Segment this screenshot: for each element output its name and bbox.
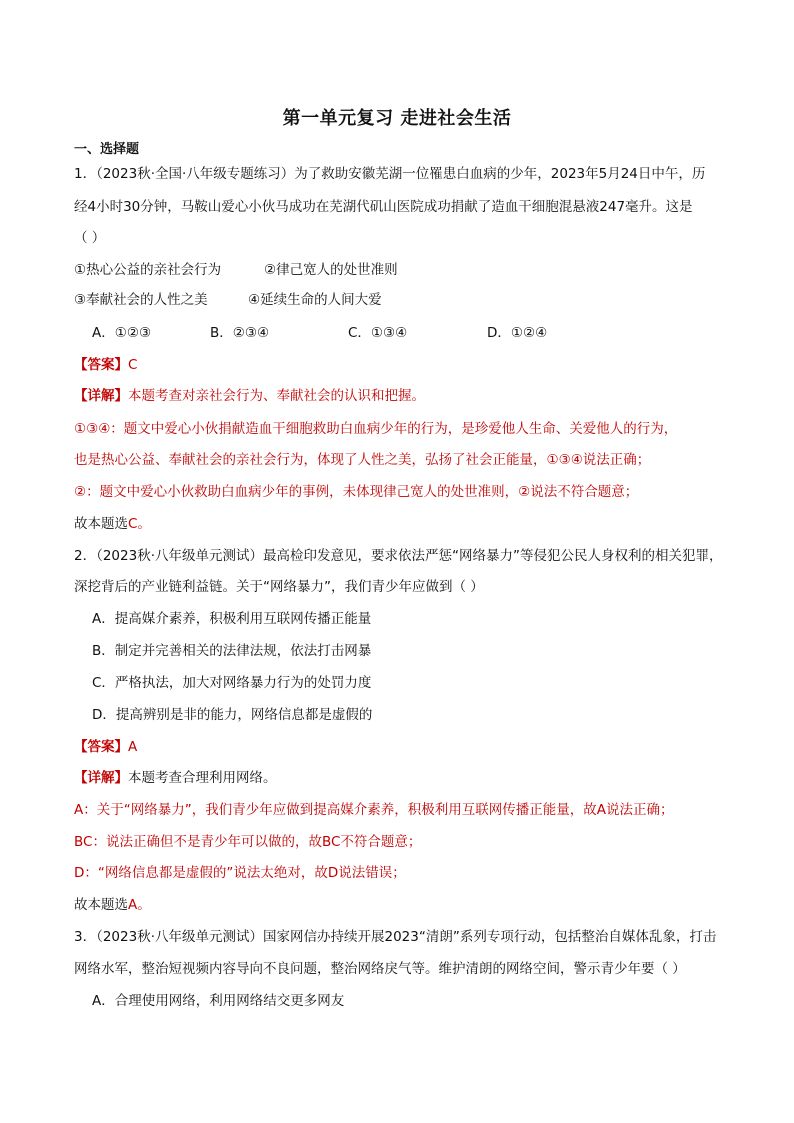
q3-stem-line-2: 网络水军，整治短视频内容导向不良问题，整治网络戾气等。维护清朗的网络空间，警示青少年要（ ） [74,961,686,977]
q1-detail-label: 【详解】 [74,388,128,404]
q2-option-c: C．严格执法，加大对网络暴力行为的处罚力度 [92,675,372,691]
q1-explanation-3: ②：题文中爱心小伙救助白血病少年的事例，未体现律己宽人的处世准则，②说法不符合题意； [74,484,639,500]
q2-stem-line-1: 2．（2023秋·八年级单元测试）最高检印发意见，要求依法严惩“网络暴力”等侵犯公民人身权利的相关犯罪， [74,548,723,564]
q1-detail-text: 本题考查对亲社会行为、奉献社会的认识和把握。 [128,388,425,404]
q2-conclusion-value: A。 [128,897,151,913]
q1-answer-label: 【答案】 [74,357,128,373]
q3-stem-line-1: 3．（2023秋·八年级单元测试）国家网信办持续开展2023“清朗”系列专项行动，包括整治自媒体乱象，打击 [74,929,717,945]
q2-answer [74,737,137,757]
q2-option-a: A．提高媒介素养，积极利用互联网传播正能量 [92,611,372,627]
q1-detail [74,386,425,406]
q1-conclusion-prefix: 故本题选 [74,516,128,532]
q2-answer-label: 【答案】 [74,739,128,755]
q2-option-b: B．制定并完善相关的法律法规，依法打击网暴 [92,643,372,659]
q3-option-a: A．合理使用网络，利用网络结交更多网友 [92,993,345,1009]
q1-answer-blank: （ ） [74,230,106,246]
q2-conclusion-prefix: 故本题选 [74,897,128,913]
section-heading: 一、选择题 [74,142,140,157]
q1-statement-1: ①热心公益的亲社会行为 [74,262,222,278]
q2-stem-line-2: 深挖背后的产业链利益链。关于“网络暴力”，我们青少年应做到（ ） [74,579,484,595]
q2-detail-label: 【详解】 [74,770,128,786]
q2-explanation-3: D：“网络信息都是虚假的”说法太绝对，故D说法错误； [74,865,406,881]
q1-stem-line-1: 1．（2023秋·全国·八年级专题练习）为了救助安徽芜湖一位罹患白血病的少年，2023年5月24日中午，历 [74,166,706,182]
q2-conclusion [74,895,151,915]
q2-answer-value: A [128,739,138,755]
q1-option-d: D．①②④ [487,325,548,341]
q1-explanation-2: 也是热心公益、奉献社会的亲社会行为，体现了人性之美，弘扬了社会正能量，①③④说法正确； [74,452,651,468]
q1-answer-value: C [128,357,138,373]
q1-statement-3: ③奉献社会的人性之美 [74,292,208,308]
q2-explanation-2: BC：说法正确但不是青少年可以做的，故BC不符合题意； [74,834,422,850]
q2-detail-text: 本题考查合理利用网络。 [128,770,277,786]
q1-explanation-1: ①③④：题文中爱心小伙捐献造血干细胞救助白血病少年的行为，是珍爱他人生命、关爱他人的行为， [74,421,678,437]
q1-conclusion [74,514,151,534]
q1-statement-4: ④延续生命的人间大爱 [248,292,382,308]
q1-stem-line-2: 经4小时30分钟，马鞍山爱心小伙马成功在芜湖代矶山医院成功捐献了造血干细胞混悬液247毫升。这是 [74,199,693,215]
q1-option-b: B．②③④ [210,325,270,341]
q1-option-a: A．①②③ [92,325,152,341]
q1-statement-2: ②律己宽人的处世准则 [264,262,398,278]
q2-explanation-1: A：关于“网络暴力”，我们青少年应做到提高媒介素养，积极利用互联网传播正能量，故A说法正确； [74,802,674,818]
q1-option-c: C．①③④ [348,325,408,341]
q2-detail [74,768,277,788]
q2-option-d: D．提高辨别是非的能力，网络信息都是虚假的 [92,707,373,723]
q1-answer [74,355,137,375]
q1-conclusion-value: C。 [128,516,151,532]
page-title: 第一单元复习 走进社会生活 [282,108,512,129]
